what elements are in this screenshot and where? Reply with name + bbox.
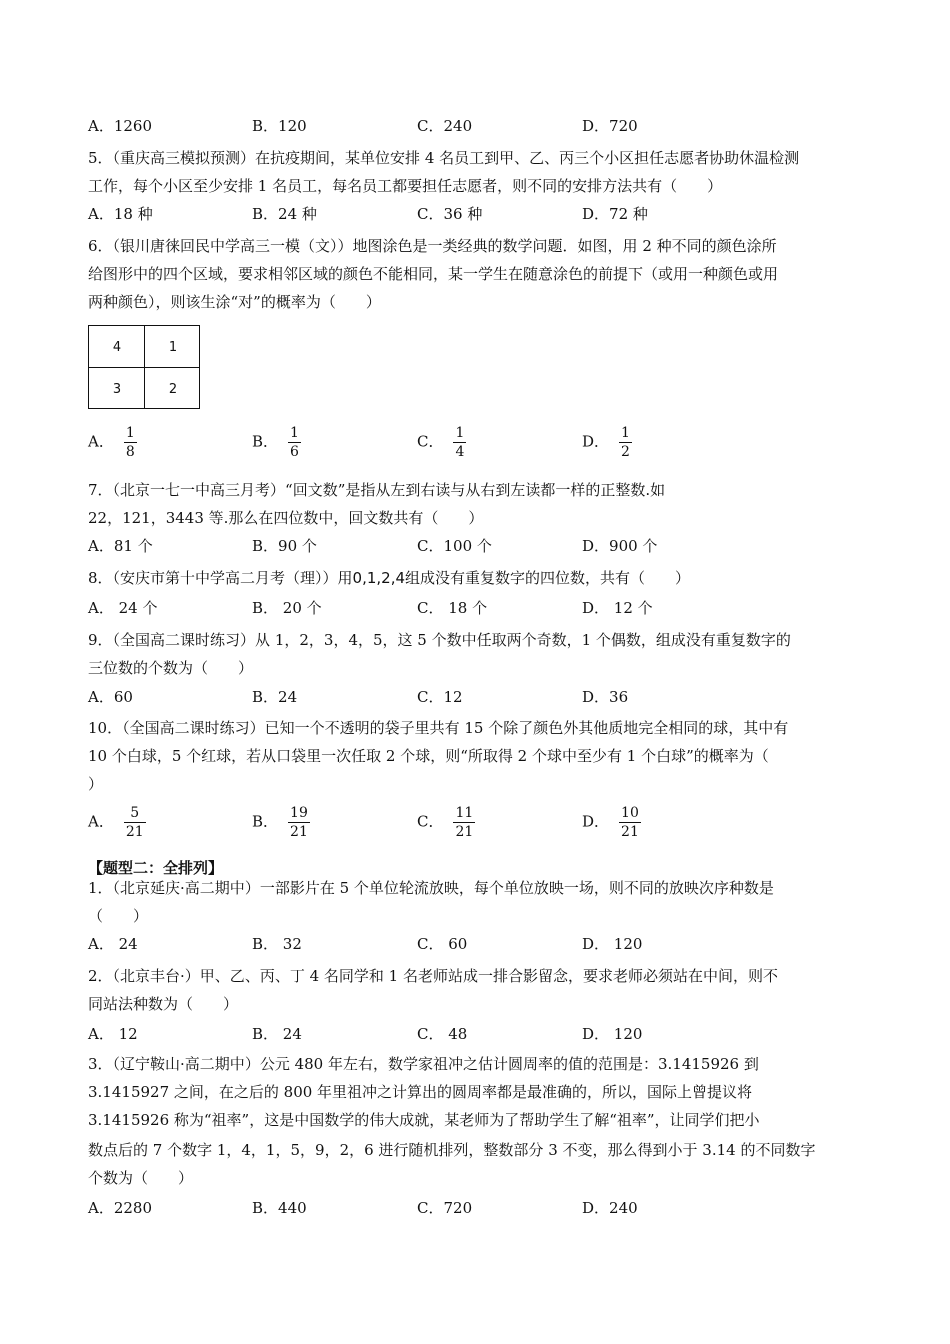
q8-line1: 8．（安庆市第十中学高二月考（理））用0,1,2,4组成没有重复数字的四位数，共有（ ） bbox=[88, 569, 691, 587]
fraction: $\frac{19}{21}$ bbox=[290, 805, 308, 840]
option-a: A． $\frac{1}{8}$ bbox=[88, 425, 135, 460]
option-c: C．240 bbox=[417, 117, 473, 135]
s2q3-options bbox=[88, 1198, 868, 1238]
option-b: B．24 种 bbox=[252, 205, 317, 223]
option-c: C． 18 个 bbox=[417, 599, 488, 617]
option-d: D． $\frac{1}{2}$ bbox=[582, 425, 630, 460]
option-a: A． 12 bbox=[88, 1025, 138, 1043]
fraction: $\frac{10}{21}$ bbox=[621, 805, 639, 840]
option-c: C． $\frac{1}{4}$ bbox=[417, 425, 465, 460]
option-d: D．240 bbox=[582, 1199, 638, 1217]
option-c: C． 48 bbox=[417, 1025, 468, 1043]
fraction: $\frac{1}{8}$ bbox=[125, 425, 135, 460]
q7-line1: 7．（北京一七一中高三月考）“回文数”是指从左到右读与从右到左读都一样的正整数.如 bbox=[88, 481, 666, 499]
option-d: D． 120 bbox=[582, 935, 643, 953]
option-a: A．1260 bbox=[88, 117, 153, 135]
option-d: D． 12 个 bbox=[582, 599, 653, 617]
fraction: $\frac{5}{21}$ bbox=[125, 805, 144, 840]
q9-line2: 三位数的个数为（ ） bbox=[88, 659, 254, 677]
option-a: A． 24 bbox=[88, 935, 138, 953]
q10-line1: 10．（全国高二课时练习）已知一个不透明的袋子里共有 15 个除了颜色外其他质地完全相同的球，其中有 bbox=[88, 719, 789, 737]
q6-options bbox=[88, 424, 868, 464]
s2q1-line1: 1．（北京延庆·高二期中）一部影片在 5 个单位轮流放映，每个单位放映一场，则不同的放映次序种数是 bbox=[88, 879, 774, 897]
option-c: C．36 种 bbox=[417, 205, 483, 223]
section-title: 【题型二：全排列】 bbox=[88, 859, 224, 877]
s2q1-line2: （ ） bbox=[88, 907, 149, 925]
s2q3-line4: 数点后的 7 个数字 1，4，1，5，9，2，6 进行随机排列，整数部分 3 不变，那么得到小于 3.14 的不同数字 bbox=[88, 1141, 816, 1159]
q5-line1: 5．（重庆高三模拟预测）在抗疫期间，某单位安排 4 名员工到甲、乙、丙三个小区担任志愿者协助休温检测 bbox=[88, 149, 800, 167]
fraction: $\frac{1}{6}$ bbox=[290, 425, 299, 460]
map-coloring-figure bbox=[88, 325, 200, 409]
option-b: B． $\frac{19}{21}$ bbox=[252, 805, 308, 840]
q6-line2: 给图形中的四个区域，要求相邻区域的颜色不能相同，某一学生在随意涂色的前提下（或用一种颜色或用 bbox=[88, 265, 779, 283]
option-c: C．720 bbox=[417, 1199, 473, 1217]
fraction: $\frac{1}{2}$ bbox=[621, 425, 630, 460]
option-d: D． $\frac{10}{21}$ bbox=[582, 805, 639, 840]
option-a: A．2280 bbox=[88, 1199, 153, 1217]
s2q3-line1: 3．（辽宁鞍山·高二期中）公元 480 年左右，数学家祖冲之估计圆周率的值的范围是：3.1415926 到 bbox=[88, 1055, 759, 1073]
option-d: D．720 bbox=[582, 117, 638, 135]
option-d: D．900 个 bbox=[582, 537, 658, 555]
s2q3-line5: 个数为（ ） bbox=[88, 1169, 194, 1187]
q6-line1: 6．（银川唐徕回民中学高三一模（文））地图涂色是一类经典的数学问题．如图，用 2 种不同的颜色涂所 bbox=[88, 237, 777, 255]
region-cell: 2 bbox=[168, 381, 178, 397]
q10-options bbox=[88, 804, 868, 844]
s2q2-line1: 2．（北京丰台·）甲、乙、丙、丁 4 名同学和 1 名老师站成一排合影留念，要求老师必须站在中间，则不 bbox=[88, 967, 778, 985]
region-cell: 3 bbox=[112, 381, 122, 397]
option-b: B． 20 个 bbox=[252, 599, 322, 617]
option-a: A． $\frac{5}{21}$ bbox=[88, 805, 144, 840]
q9-line1: 9．（全国高二课时练习）从 1，2，3，4，5，这 5 个数中任取两个奇数，1 个偶数，组成没有重复数字的 bbox=[88, 631, 791, 649]
option-a: A．81 个 bbox=[88, 537, 153, 555]
option-a: A． 24 个 bbox=[88, 599, 158, 617]
digit-set: 0,1,2,4 bbox=[352, 569, 406, 587]
option-c: C． 60 bbox=[417, 935, 468, 953]
option-b: B．120 bbox=[252, 117, 307, 135]
q5-line2: 工作，每个小区至少安排 1 名员工，每名员工都要担任志愿者，则不同的安排方法共有（ ） bbox=[88, 177, 723, 195]
option-b: B． 32 bbox=[252, 935, 302, 953]
option-b: B． 24 bbox=[252, 1025, 302, 1043]
region-cell: 1 bbox=[168, 339, 178, 355]
q10-line2: 10 个白球，5 个红球，若从口袋里一次任取 2 个球，则“所取得 2 个球中至少有 1 个白球”的概率为（ bbox=[88, 747, 769, 765]
q7-line2: 22，121，3443 等.那么在四位数中，回文数共有（ ） bbox=[88, 509, 484, 527]
s2q3-line2: 3.1415927 之间，在之后的 800 年里祖冲之计算出的圆周率都是最准确的，所以，国际上曾提议将 bbox=[88, 1083, 753, 1101]
option-c: C．100 个 bbox=[417, 537, 492, 555]
option-b: B．90 个 bbox=[252, 537, 317, 555]
region-cell: 4 bbox=[112, 339, 122, 355]
q10-line3: ） bbox=[88, 775, 104, 793]
s2q3-line3: 3.1415926 称为“祖率”，这是中国数学的伟大成就，某老师为了帮助学生了解“祖率”，让同学们把小 bbox=[88, 1111, 760, 1129]
option-b: B．440 bbox=[252, 1199, 307, 1217]
option-a: A．60 bbox=[88, 688, 133, 706]
option-c: C．12 bbox=[417, 688, 463, 706]
option-b: B． $\frac{1}{6}$ bbox=[252, 425, 299, 460]
option-d: D．36 bbox=[582, 688, 629, 706]
option-d: D．72 种 bbox=[582, 205, 648, 223]
option-c: C． $\frac{11}{21}$ bbox=[417, 805, 474, 840]
fraction: $\frac{1}{4}$ bbox=[455, 425, 465, 460]
option-d: D． 120 bbox=[582, 1025, 643, 1043]
option-b: B．24 bbox=[252, 688, 298, 706]
q6-line3: 两种颜色），则该生涂“对”的概率为（ ） bbox=[88, 293, 381, 311]
option-a: A．18 种 bbox=[88, 205, 153, 223]
fraction: $\frac{11}{21}$ bbox=[455, 805, 474, 840]
s2q2-line2: 同站法种数为（ ） bbox=[88, 995, 239, 1013]
